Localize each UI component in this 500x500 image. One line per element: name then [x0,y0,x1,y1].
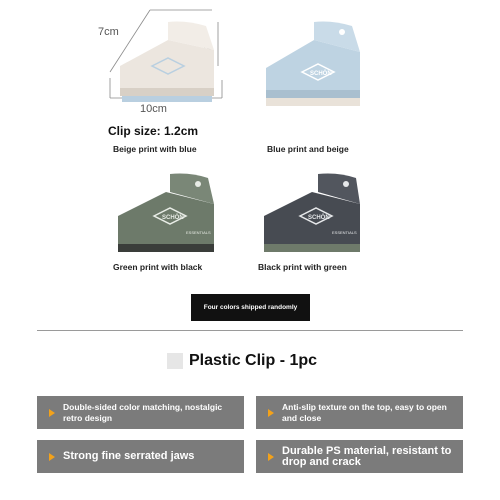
triangle-bullet-icon [49,453,55,461]
clip-caption-blue: Blue print and beige [267,144,349,154]
length-dimension-label: 10cm [140,103,167,115]
clip-caption-black: Black print with green [258,262,347,272]
product-title-text: Plastic Clip - 1pc [189,352,318,369]
clip-image-blue [262,20,366,112]
clip-logo-text: SCHÖN [310,71,332,77]
clip-caption-green: Green print with black [113,262,203,272]
clip-caption-beige: Beige print with blue [113,144,197,154]
product-title [167,350,317,372]
clip-image-green [114,172,220,256]
shipping-notice-banner: Four colors shipped randomly [191,294,310,321]
feature-text: Durable PS material, resistant to drop and crack [282,444,452,468]
clip-side-text: ESSENTIALS [186,230,211,235]
triangle-bullet-icon [268,409,274,417]
feature-text: Double-sided color matching, nostalgic retro design [63,401,223,423]
clip-logo-text: SCHÖN [162,215,184,221]
clip-size-label: Clip size: 1.2cm [108,124,199,138]
feature-card-durable-ps [256,440,463,473]
feature-card-serrated-jaws [37,440,244,473]
feature-text: Anti-slip texture on the top, easy to open and close [282,401,447,423]
feature-card-double-sided [37,396,244,429]
section-divider [37,330,463,331]
feature-text: Strong fine serrated jaws [63,450,195,462]
title-square-icon [167,353,183,369]
width-dimension-label: 7cm [98,26,119,38]
triangle-bullet-icon [49,409,55,417]
clip-image-beige [116,18,220,108]
clip-logo-text: SCHÖN [308,215,330,221]
feature-card-anti-slip [256,396,463,429]
clip-image-black [260,172,366,256]
clip-side-text: ESSENTIALS [332,230,357,235]
dimension-lines [0,0,500,130]
triangle-bullet-icon [268,453,274,461]
